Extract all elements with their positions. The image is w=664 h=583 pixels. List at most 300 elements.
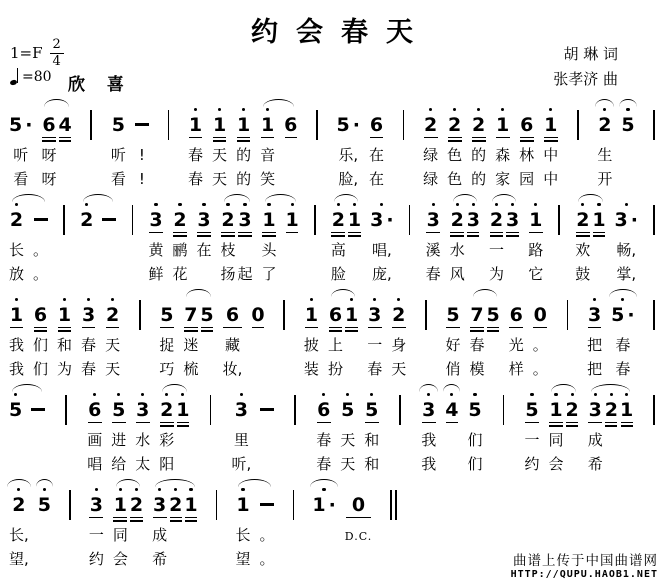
lyric-syllable-line1: 天: [340, 430, 356, 449]
beam-underline: [221, 235, 235, 237]
beam-zone: [588, 325, 602, 335]
note: [340, 383, 355, 478]
note-digit: 6: [33, 303, 48, 326]
octave-zone: [316, 392, 331, 399]
barline: [653, 205, 655, 235]
lyric-syllable-line1: 头: [261, 240, 277, 259]
beam-zone: [576, 230, 590, 240]
arc-zone: [231, 383, 251, 392]
beam-underline: [153, 517, 167, 519]
beam-zone: [370, 135, 384, 145]
beam-underline: [177, 425, 189, 427]
note: [81, 288, 96, 383]
octave-dot: [17, 488, 20, 491]
beam-zone: [262, 230, 276, 240]
octave-zone: [200, 297, 213, 304]
lyric-syllable-line1: 长: [235, 525, 251, 544]
note: [519, 98, 534, 193]
lyric-syllable-line2: 听,: [231, 454, 252, 473]
arc-zone: [470, 288, 485, 297]
arc-zone: [183, 288, 198, 297]
beam-zone: [305, 325, 319, 335]
lyric-syllable-line1: 。: [532, 335, 548, 354]
beam-underline: [370, 137, 384, 139]
arc-zone: [447, 98, 462, 107]
beam-underline: [112, 422, 126, 424]
barline: [395, 490, 397, 520]
beam-underline: [365, 422, 379, 424]
note: [9, 383, 22, 478]
note-digit: 1: [188, 113, 203, 136]
beam-underline: [576, 232, 590, 234]
lyric-syllable-line1: 光: [508, 335, 524, 354]
note-group: [328, 288, 358, 383]
measure: [9, 383, 45, 478]
lyric-syllable-line1: !: [138, 145, 145, 164]
measure: [148, 193, 298, 288]
barline: [403, 110, 405, 140]
note-digit: 7: [470, 303, 484, 326]
note-digit: 1 ·: [312, 493, 336, 516]
beam-underline: [59, 137, 71, 139]
arc-zone: [9, 478, 29, 487]
octave-dot: [135, 488, 138, 491]
note: [286, 193, 299, 288]
lyric-syllable-line2: 太: [135, 454, 151, 473]
barline: [558, 205, 560, 235]
octave-dot: [15, 298, 18, 301]
arc-zone: [611, 288, 634, 297]
barline: [216, 490, 218, 520]
beam-zone: [88, 420, 102, 430]
octave-zone: [519, 107, 534, 114]
octave-dot: [141, 393, 144, 396]
beam-underline: [42, 140, 56, 142]
barline: [294, 395, 296, 425]
lyric-syllable-line2: 扮: [327, 359, 343, 378]
lyric-syllable-line2: 我: [421, 454, 437, 473]
note-group: [80, 193, 116, 288]
beam-zone: [34, 230, 48, 240]
arc-zone: [615, 193, 638, 202]
arc-zone: [80, 193, 93, 202]
duration-dash: [33, 193, 48, 288]
slur-arc: [609, 289, 636, 297]
barline: [653, 110, 655, 140]
beam-underline: [446, 327, 460, 329]
octave-dot: [350, 298, 353, 301]
octave-dot: [530, 393, 533, 396]
note-digit: 5: [341, 398, 355, 421]
octave-zone: [111, 107, 126, 114]
octave-dot: [243, 203, 246, 206]
note-digit: 3: [368, 303, 382, 326]
lyric-syllable-line1: 天: [212, 145, 228, 164]
measure: [235, 478, 274, 573]
octave-dot: [472, 203, 475, 206]
note: [575, 193, 590, 288]
lyric-syllable-line1: 迷: [183, 335, 199, 354]
note-digit: [102, 209, 116, 230]
tempo-value: =80: [22, 68, 52, 85]
da-capo-marking: D.C.: [344, 529, 373, 543]
lyric-syllable-line1: 中: [543, 145, 559, 164]
arc-zone: [33, 193, 48, 202]
beam-zone: [329, 325, 343, 335]
beam-zone: [533, 325, 547, 335]
key-signature: 1=F: [10, 44, 43, 62]
beam-underline: [238, 235, 252, 237]
note-group: [450, 193, 480, 288]
lyric-syllable-line1: 捉: [159, 335, 175, 354]
lyric-syllable-line2: 天: [391, 359, 407, 378]
beam-underline: [450, 232, 464, 234]
beam-zone: [448, 135, 462, 145]
note-digit: 7: [184, 303, 198, 326]
note-digit: 6: [284, 113, 298, 136]
beam-underline: [113, 520, 127, 522]
beam-underline: [588, 327, 602, 329]
note: [238, 193, 253, 288]
note-digit: 3 ·: [370, 208, 394, 231]
beam-underline: [331, 232, 345, 234]
beam-underline: [331, 235, 345, 237]
note: [336, 98, 359, 193]
arc-zone: [370, 193, 393, 202]
octave-zone: [111, 392, 126, 399]
score-system: [9, 383, 655, 478]
beam-zone: [544, 135, 558, 145]
lyric-syllable-line1: 欢: [575, 240, 591, 259]
beam-zone: [346, 515, 371, 525]
octave-zone: [183, 297, 198, 304]
beam-underline: [184, 327, 198, 329]
note-group: [575, 193, 605, 288]
beam-zone: [232, 420, 250, 430]
note: [212, 98, 227, 193]
beam-zone: [10, 135, 32, 145]
note-digit: 1: [304, 303, 319, 326]
octave-zone: [31, 392, 45, 399]
beam-zone: [10, 515, 28, 525]
beam-zone: [59, 135, 71, 145]
octave-zone: [543, 107, 558, 114]
beam-underline: [113, 517, 127, 519]
lyric-syllable-line2: 笑: [260, 169, 276, 188]
arc-zone: [421, 383, 436, 392]
octave-dot: [581, 203, 584, 206]
note-digit: 6: [42, 113, 56, 136]
octave-dot: [450, 393, 453, 396]
octave-zone: [251, 297, 264, 304]
song-title: 约会春天: [251, 17, 431, 48]
note-digit: 1: [184, 493, 198, 516]
octave-dot: [625, 393, 628, 396]
beam-zone: [10, 420, 22, 430]
lyric-syllable-line2: 阳: [159, 454, 175, 473]
note: [495, 98, 510, 193]
beam-zone: [223, 325, 241, 335]
note-digit: 5: [112, 398, 126, 421]
note-digit: 2: [598, 113, 612, 136]
duration-dash: [102, 193, 116, 288]
beam-underline: [529, 232, 543, 234]
octave-dot: [111, 298, 114, 301]
slur-arc: [310, 479, 337, 487]
lyric-syllable-line1: 把: [587, 335, 603, 354]
octave-zone: [135, 107, 149, 114]
lyric-syllable-line1: 乐,: [338, 145, 359, 164]
arc-zone: [605, 383, 618, 392]
note: [615, 193, 638, 288]
note: [426, 193, 441, 288]
note: [587, 288, 602, 383]
beam-underline: [170, 517, 182, 519]
beam-underline: [34, 327, 48, 329]
barline: [293, 490, 295, 520]
lyric-syllable-line2: 会: [548, 454, 564, 473]
octave-zone: [348, 202, 361, 209]
note-digit: 0: [351, 493, 366, 516]
beam-underline: [329, 330, 343, 332]
beam-zone: [426, 230, 440, 240]
note: [260, 98, 275, 193]
beam-zone: [153, 515, 167, 525]
beam-underline: [450, 235, 464, 237]
beam-underline: [487, 327, 499, 329]
octave-zone: [184, 487, 197, 494]
beam-zone: [605, 420, 617, 430]
note: [621, 98, 634, 193]
note-digit: 5 ·: [9, 113, 33, 136]
beam-zone: [446, 420, 458, 430]
octave-zone: [369, 107, 384, 114]
arc-zone: [528, 193, 543, 202]
octave-zone: [260, 107, 275, 114]
note: [111, 383, 126, 478]
slur-arc: [619, 99, 636, 107]
measure: [423, 98, 558, 193]
beam-underline: [185, 517, 197, 519]
note: [611, 288, 634, 383]
note-group: [152, 478, 197, 573]
note-digit: 2: [221, 208, 235, 231]
lyric-syllable-line2: 妆,: [222, 359, 243, 378]
note: [9, 478, 29, 573]
measure: [9, 478, 51, 573]
octave-zone: [611, 297, 634, 304]
arc-zone: [533, 288, 548, 297]
octave-zone: [331, 202, 346, 209]
arc-zone: [169, 478, 182, 487]
note-digit: [135, 114, 149, 135]
beam-zone: [160, 325, 174, 335]
arc-zone: [519, 98, 534, 107]
lyric-syllable-line2: 望: [235, 549, 251, 568]
augmentation-dot: ·: [386, 208, 394, 231]
slur-arc: [443, 384, 460, 392]
lyric-syllable-line2: 家: [495, 169, 511, 188]
note-digit: 3: [153, 493, 167, 516]
lyric-syllable-line2: 开: [597, 169, 613, 188]
note: [9, 98, 32, 193]
duration-dash: [259, 478, 274, 573]
barline: [90, 110, 92, 140]
note: [33, 288, 48, 383]
arc-zone: [57, 288, 72, 297]
barline: [65, 395, 67, 425]
beam-zone: [622, 135, 634, 145]
beam-underline: [593, 232, 605, 234]
note: [9, 288, 24, 383]
note-group: [9, 383, 45, 478]
time-signature-numerator: 2: [50, 38, 64, 54]
note: [391, 288, 406, 383]
arc-zone: [135, 383, 150, 392]
note: [312, 478, 335, 573]
beam-zone: [487, 325, 499, 335]
arc-zone: [426, 193, 441, 202]
arc-zone: [588, 383, 603, 392]
octave-dot: [241, 488, 244, 491]
tempo-marking: [10, 68, 64, 85]
lyric-syllable-line1: 春: [615, 335, 631, 354]
note-digit: 3: [197, 208, 211, 231]
beam-underline: [197, 235, 211, 237]
note-group: [470, 288, 500, 383]
lyric-syllable-line1: 身: [391, 335, 407, 354]
note-digit: 2: [129, 493, 144, 516]
note: [176, 383, 189, 478]
note: [470, 288, 485, 383]
beam-underline: [185, 520, 197, 522]
note-group: [489, 193, 519, 288]
note-digit: 3: [422, 398, 436, 421]
score-system: [9, 193, 655, 288]
octave-zone: [364, 392, 379, 399]
note-digit: 5 ·: [336, 113, 360, 136]
note: [543, 98, 558, 193]
beam-zone: [238, 230, 252, 240]
arc-zone: [260, 98, 275, 107]
lyric-syllable-line2: 巧: [159, 359, 175, 378]
lyric-syllable-line2: 约: [88, 549, 104, 568]
beam-underline: [621, 425, 633, 427]
beam-zone: [593, 230, 605, 240]
beam-underline: [368, 327, 382, 329]
lyric-syllable-line2: 唱: [87, 454, 103, 473]
octave-zone: [130, 487, 143, 494]
arc-zone: [81, 288, 96, 297]
note-digit: 6: [225, 303, 240, 326]
arc-zone: [41, 98, 56, 107]
lyric-syllable-line1: 的: [236, 145, 252, 164]
beam-underline: [593, 235, 605, 237]
beam-underline: [621, 422, 633, 424]
note: [262, 193, 277, 288]
slur-arc: [595, 99, 614, 107]
beam-underline: [238, 232, 252, 234]
arc-zone: [184, 478, 197, 487]
beam-underline: [34, 330, 48, 332]
note-digit: 0: [533, 303, 547, 326]
barline: [316, 110, 318, 140]
beam-zone: [341, 420, 355, 430]
score-system: [9, 288, 655, 383]
note: [188, 98, 203, 193]
lyric-syllable-line2: 春: [367, 359, 383, 378]
beam-zone: [111, 135, 125, 145]
octave-zone: [620, 392, 633, 399]
lyric-syllable-line1: 春: [316, 430, 332, 449]
beam-underline: [467, 232, 479, 234]
note: [423, 98, 438, 193]
arc-zone: [135, 98, 149, 107]
beam-zone: [184, 325, 198, 335]
note-digit: 1: [592, 208, 606, 231]
arc-zone: [336, 98, 359, 107]
octave-zone: [87, 392, 102, 399]
octave-zone: [588, 392, 603, 399]
note: [524, 383, 539, 478]
measure: [312, 478, 372, 573]
note: [506, 193, 519, 288]
lyric-syllable-line2: 望,: [9, 549, 29, 568]
note: [58, 98, 71, 193]
beam-underline: [605, 422, 617, 424]
arc-zone: [566, 383, 579, 392]
lyric-syllable-line1: 唱,: [371, 240, 392, 259]
lyric-syllable-line2: !: [138, 169, 145, 188]
octave-zone: [312, 487, 335, 494]
measure: [597, 98, 634, 193]
barline: [210, 395, 212, 425]
arc-zone: [87, 383, 102, 392]
arc-zone: [235, 478, 250, 487]
note: [135, 383, 150, 478]
note-digit: 3: [505, 208, 520, 231]
lyric-syllable-line1: 上: [327, 335, 343, 354]
lyric-syllable-line1: [345, 525, 372, 549]
slur-arc: [7, 479, 31, 487]
note-digit: 1: [9, 303, 24, 326]
measure: [446, 288, 548, 383]
beam-zone: [549, 420, 563, 430]
note: [236, 98, 251, 193]
beam-underline: [533, 327, 547, 329]
barline: [503, 395, 505, 425]
octave-dot: [501, 108, 504, 111]
beam-underline: [237, 137, 251, 139]
note: [159, 288, 174, 383]
note: [467, 383, 482, 478]
beam-underline: [588, 422, 602, 424]
beam-underline: [170, 520, 182, 522]
arc-zone: [58, 98, 71, 107]
beam-underline: [345, 330, 357, 332]
note: [471, 98, 486, 193]
lyric-syllable-line1: 畅,: [616, 240, 637, 259]
note: [445, 383, 458, 478]
lyric-syllable-line1: 进: [111, 430, 127, 449]
note: [447, 98, 462, 193]
beam-underline: [467, 235, 479, 237]
note: [446, 288, 461, 383]
note-digit: 3: [136, 398, 150, 421]
beam-zone: [112, 420, 126, 430]
beam-zone: [520, 135, 534, 145]
lyric-syllable-line1: 长,: [9, 525, 29, 544]
